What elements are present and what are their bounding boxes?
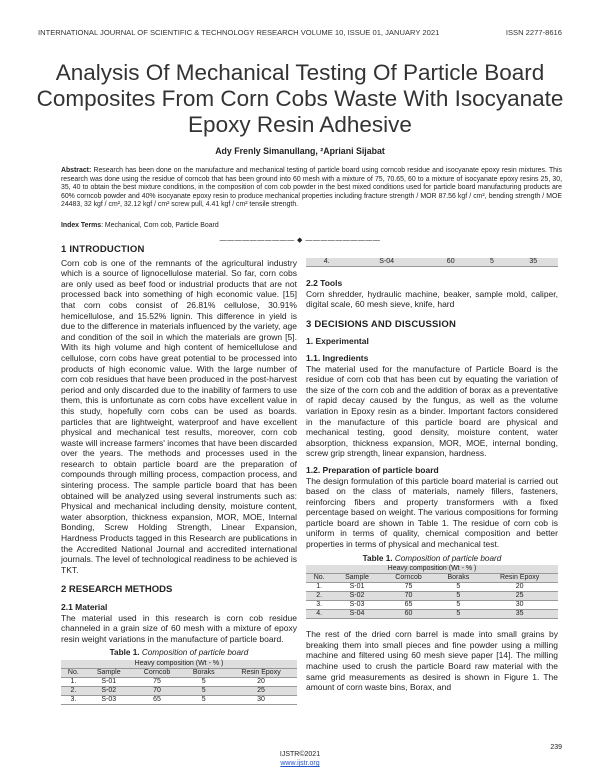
index-terms: [61, 222, 562, 229]
abstract-label: Abstract:: [61, 167, 92, 174]
section-1-heading: 1 INTRODUCTION: [61, 244, 145, 255]
issn: ISSN 2277-8616: [505, 28, 562, 37]
subsection-2-1-text: The material used in this research is corn cob residue channeled in a grain size of 60 mesh with a mixture of epoxy resin weight variations in the manufacture of particle board.: [61, 612, 297, 644]
index-terms-label: Index Terms: [61, 222, 102, 229]
col-boraks: Boraks: [182, 668, 225, 677]
ingredients-text: The material used for the manufacture of Particle Board is the residue of corn cob that has been cut by equating the variation of the size of the corn cob and the addition of borax as a preventative of rapid decay caused by the fungus, as well as the volume variation in Epoxy resin as a binder. Important factors considered in the manufacture of this particle board are physical and mechanical testing, good density, moisture content, water absorption, thickness expansion, MOR, MOE, internal bonding, screw grip strength, linear expansion, hardness.: [306, 363, 558, 459]
abstract-text: Research has been done on the manufacture and mechanical testing of particle board using corncob residue and isocyanate epoxy resin mixtures. This research was done using the residue of corncob that has been ground into 60 mesh with a mixture of 75, 70.65, 60 to a mixture of isocyanate epoxy resins 25, 30, 35, 40 to obtain the best mixture conditions, in the composition of corn cob powder in the best mixed conditions used for particle board manufacturing products are 60% corncob powder and 40% isocyanate epoxy resin to produce mechanical properties including fracture strength / MOR 87.56 kgf / cm², bending strength / MOE 24483, 32 kgf / cm², 32.12 kgf / cm² screw pull, 4.41 kgf / cm² tensile strength.: [61, 167, 562, 209]
experimental-heading: 1. Experimental: [306, 336, 369, 347]
table-caption-right: Table 1. Composition of particle board: [362, 553, 502, 563]
subsection-2-2-text: Corn shredder, hydraulic machine, beaker, sample mold, caliper, digital scale, 60 mesh sieve, knife, hard: [306, 288, 558, 310]
footer-code: IJSTR©2021: [279, 751, 321, 758]
paper-title: Analysis Of Mechanical Testing Of Particle Board Composites From Corn Cobs Waste With Isocyanate Epoxy Resin Adhesive: [36, 60, 564, 137]
table-row: 1. S-01 75 5 20: [306, 583, 558, 592]
subsection-2-2-heading: 2.2 Tools: [306, 278, 343, 288]
section-separator: —————————— ◆ ——————————: [219, 237, 381, 244]
page-number: 239: [550, 744, 562, 751]
table-row: 2. S-02 70 5 25: [61, 686, 297, 695]
col-no: No.: [61, 668, 86, 677]
col-resin: Resin Epoxy: [225, 668, 297, 677]
running-header: [38, 28, 562, 37]
table-row: 1. S-01 75 5 20: [61, 677, 297, 686]
composition-table-left: [61, 660, 297, 705]
preparation-text: The design formulation of this particle board material is carried out based on the class of materials, namely fillers, fasteners, reinforcing fibers and property transformers with a fixed percentage based on weight. The various compositions for forming particle board are shown in Table 1. The residue of corn cob is uniform in terms of quality, chemical composition and better properties in terms of physical and mechanical test.: [306, 475, 558, 550]
milling-text: The rest of the dried corn barrel is made into small grains by breaking them into small pieces and fine powder using a milling machine and filtered using 60 mesh sieve paper [14]. The milling machine used to crush the particle Board raw material with the same grid measurements as desired is shown in Figure 1. The amount of corn waste bins, Borax, and: [306, 629, 558, 693]
section-2-heading: 2 RESEARCH METHODS: [61, 584, 173, 596]
left-column: [61, 245, 297, 705]
section-3-heading: 3 DECISIONS AND DISCUSSION: [306, 318, 457, 330]
journal-name: INTERNATIONAL JOURNAL OF SCIENTIFIC & TECHNOLOGY RESEARCH VOLUME 10, ISSUE 01, JANUARY 2021: [38, 28, 440, 37]
ingredients-heading: 1.1. Ingredients: [306, 352, 369, 363]
table-row: 3. S-03 65 5 30: [306, 601, 558, 610]
right-column: [306, 278, 558, 693]
table-caption-left: Table 1. Composition of particle board: [109, 648, 249, 658]
abstract: [61, 167, 562, 210]
col-corncob: Corncob: [132, 668, 183, 677]
subsection-2-1-heading: 2.1 Material: [61, 602, 108, 612]
table-row: 3. S-03 65 5 30: [61, 695, 297, 704]
table-row: 4. S-04 60 5 35: [306, 610, 558, 619]
table-row: 2. S-02 70 5 25: [306, 592, 558, 601]
index-terms-text: : Mechanical, Corn cob, Particle Board: [101, 222, 219, 229]
page-footer: [0, 750, 600, 768]
col-sample: Sample: [86, 668, 132, 677]
footer-url[interactable]: www.ijstr.org: [280, 760, 320, 767]
preparation-heading: 1.2. Preparation of particle board: [306, 464, 439, 475]
table-continuation: [306, 258, 558, 267]
table-group-header: Heavy composition (Wt - % ): [61, 660, 297, 669]
composition-table-right: Heavy composition (Wt - % ) No. Sample Corncob Boraks Resin Epoxy 1. S-01 75 5 20 2. S-02 70 5 25 3. S-03 65 5 30 4. S-04 60 5 35: [306, 565, 558, 619]
section-1-text: Corn cob is one of the remnants of the agricultural industry which is a source of lignocellulose material. So far, corn cobs are only used as beef food or industrial products that are not processed back into something of high economic value. [15] that corn cobs consist of 26.81% cellulose, 30.91% hemicellulose, and 15.52% lignin. This difference in yield is due to the difference in materials influenced by the variety, age and condition of the soil in which the materials are grown [5]. With its high volume and high content of hemicellulose and cellulose, corn cobs have great potential to be processed into products of high economic value. With the large number of corn cob residues that have been produced in the post-harvest period and only discarded due to the inability of farmers to use them, this is unfortunate as corn cobs have excellent value in this study, hopefully corn cobs can be used as boards. particles that are lightweight, waterproof and have excellent physical and mechanical test results, moreover, corn cob waste will increase farmers' incomes that have been discarded over the years. The methods and processes used in the research to obtain particle board are the preparation of compounds through milling process, compaction process, and sintering process. The sample particle board that has been obtained will be analyzed using several instruments such as: Physical and mechanical including density, moisture content, water absorption, thickness expansion, MOR, MOE, Internal Bonding, Screw Holding Strength, Linear Expansion, Hardness Products tagged in this Research are publications in the Accredited National Journal and accredited international journals. The level of technological readiness to be achieved is TKT.: [61, 257, 297, 575]
authors: Ady Frenly Simanullang, ²Apriani Sijabat: [215, 146, 385, 156]
table-row: 4. S-04 60 5 35: [306, 258, 558, 267]
